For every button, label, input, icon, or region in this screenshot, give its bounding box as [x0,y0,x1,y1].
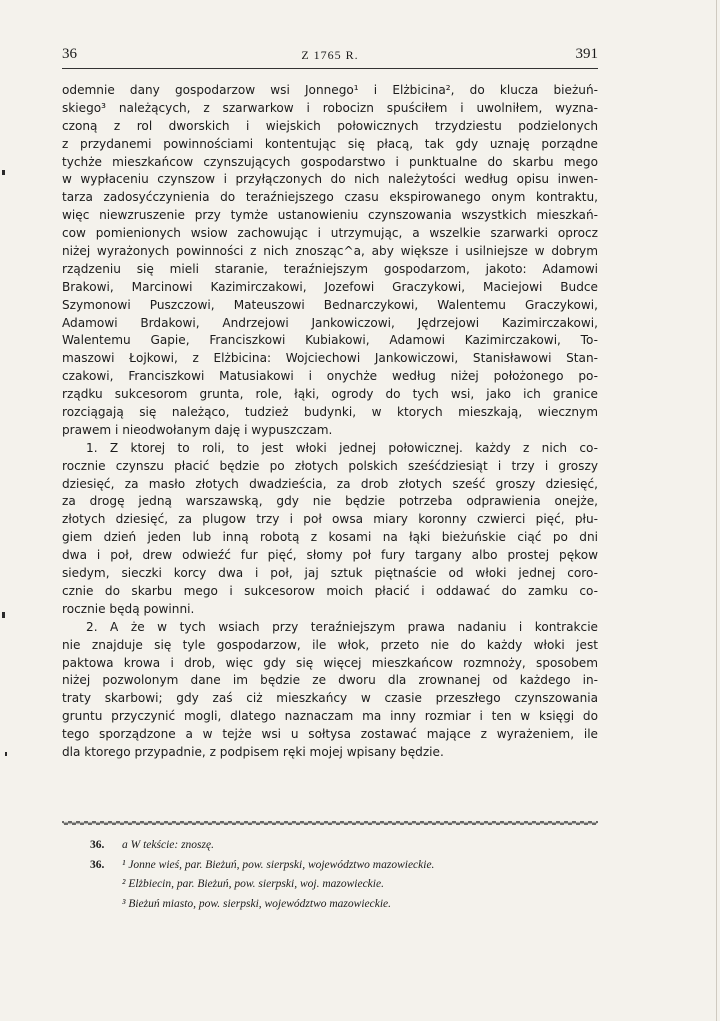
footnote [90,856,590,876]
text-line: w wypłaceniu czynszow i przyłączonych do nich należytości według opisu inwen- [62,172,598,187]
text-line: tychże mieszkańcow czynszujących gospodarstwo i punktualne do skarbu mego [62,154,598,169]
text-line: cznie do skarbu mego i sukcesorow moich płacić i oddawać do zamku co- [62,583,598,598]
header-rule [62,68,598,69]
footnote-number: 36. [90,858,105,871]
text-line: paktowa krowa i drob, więc gdy się więcej mieszkańcow rozmnoży, sposobem [62,655,598,670]
text-line: 1. Z ktorej to roli, to jest włoki jednej połowicznej. każdy z nich co- [86,440,598,455]
text-line: nie znajduje się tyle gospodarzow, ile włok, przeto nie do każdy włoki jest [62,637,598,652]
text-line: tego sporządzone a w tejże wsi u sołtysa zostawać mające z wyrażeniem, ile [62,727,598,742]
text-line: rządku sukcesorom grunta, role, łąki, ogrody do tych wsi, jako ich granice [62,387,598,402]
text-line: dziesięć, za masło złotych dwadzieścia, za drob złotych sześć groszy dziesięć, [62,476,598,491]
text-line: rządzeniu się mieli staranie, teraźniejszym gospodarzom, jakoto: Adamowi [62,261,598,276]
wavy-divider [62,819,598,827]
text-line: rozciągają się należąco, tudzież budynki, w ktorych mieszkają, wiecznym [62,405,598,420]
text-line: Adamowi Brdakowi, Andrzejowi Jankowiczowi, Jędrzejowi Kazimirczakowi, [62,315,598,330]
footnote [90,836,590,856]
text-line: więc niewzruszenie przy tymże ustanowieniu czynszowania wszystkich mieszkań- [62,208,598,223]
text-line: rocznie czynszu płacić będzie po złotych polskich sześćdziesiąt i trzy i groszy [62,458,598,473]
text-line: czakowi, Franciszkowi Matusiakowi i onychże według niżej położonego po- [62,369,598,384]
body-text [62,82,598,762]
text-line: siedym, sieczki korcy dwa i poł, jaj sztuk piętnaście od włoki jednej coro- [62,566,598,581]
text-line: z przydanemi powinnościami kontentując się płacą, tak gdy uznaję porządne [62,136,598,151]
scan-edge [716,0,717,1021]
text-line: gruntu przyczynić mogli, dlatego naznaczam ma inny rozmiar i ten w księgi do [62,709,598,724]
document-number: 36 [62,46,77,62]
text-line: tarza zadosyćczynienia do teraźniejszego czasu ekspirowanego onym kontraktu, [62,190,598,205]
text-line: Walentemu Gapie, Franciszkowi Kubiakowi, Adamowi Kazimirczakowi, To- [62,333,598,348]
footnote-text: ³ Bieżuń miasto, pow. sierpski, województwo mazowieckie. [122,897,391,910]
footnote-number: 36. [90,839,105,851]
scan-mark [2,612,5,618]
text-line: traty skarbowi; gdy zaś ciż mieszkańcy w czasie przeszłego czynszowania [62,691,598,706]
footnote [90,895,590,915]
text-line: Brakowi, Marcinowi Kazimirczakowi, Jozefowi Graczykowi, Maciejowi Budce [62,279,598,294]
text-line: Szymonowi Puszczowi, Mateuszowi Bednarczykowi, Walentemu Graczykowi, [62,297,598,312]
text-line: dwa i poł, drew odwieźć fur pięć, słomy poł fury targany albo prostej pękow [62,548,598,563]
text-line: prawem i nieodwołanym daję i wypuszczam. [62,422,333,437]
text-line: cow pomienionych wsiow zachowując i utrzymując, a wszelkie szarwarki oprocz [62,226,598,241]
footnotes [90,836,590,914]
text-line: niżej pozwolonym dane im będzie ze dworu dla zrownanej od każdego in- [62,673,598,688]
text-line: 2. A że w tych wsiach przy teraźniejszym prawa nadaniu i kontrakcie [86,619,598,634]
text-line: odemnie dany gospodarzow wsi Jonnego¹ i Elżbicina², do klucza bieżuń- [62,83,598,97]
scan-mark [5,752,7,756]
page-number: 391 [575,46,598,62]
text-line: dla ktorego przypadnie, z podpisem ręki mojej wpisany będzie. [62,744,444,759]
running-title: Z 1765 R. [301,48,359,62]
page-header [62,46,598,68]
text-line: czoną z rol dworskich i wiejskich połowicznych trzydziestu podzielonych [62,118,598,133]
text-line: niżej wyrażonych powinności z nich znosząc^a, aby większe i usilniejsze w dobrym [62,244,598,259]
footnote [90,875,590,895]
scan-mark [2,170,5,175]
footnote-text: ¹ Jonne wieś, par. Bieżuń, pow. sierpski, województwo mazowieckie. [122,858,435,871]
text-line: rocznie będą powinni. [62,601,195,616]
text-line: złotych dziesięć, za plugow trzy i poł owsa miary koronny czwierci pięć, płu- [62,512,598,527]
text-line: za drogę jedną warszawską, gdy nie będzie potrzeba odprawienia onejże, [62,494,598,509]
text-line: maszowi Łojkowi, z Elżbicina: Wojciechowi Jankowiczowi, Stanisławowi Stan- [62,351,598,366]
footnote-text: ² Elżbiecin, par. Bieżuń, pow. sierpski, woj. mazowieckie. [122,878,384,890]
footnote-text: a W tekście: znoszę. [122,839,214,851]
text-line: skiego³ należących, z szarwarkow i robocizn spuściłem i uwolniłem, wyzna- [62,100,598,115]
text-line: giem dzień jeden lub inną robotą z kosami na łąki bieżuńskie ciąć po dni [62,530,598,545]
